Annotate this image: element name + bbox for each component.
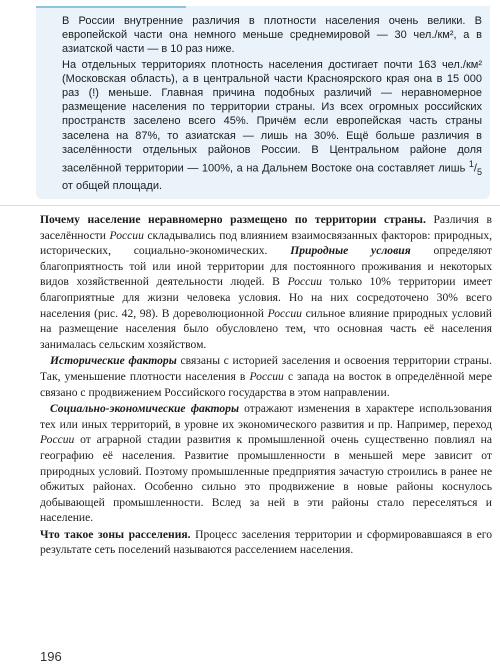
- section-heading-why-uneven: Почему население неравномерно размещено по территории страны.: [40, 213, 426, 226]
- main-text: [40, 212, 492, 558]
- paragraph-settlement-zones: Что такое зоны расселения. Процесс заселения территории и сформировавшаяся в его результате сеть поселений называются расселением населения.: [40, 527, 492, 557]
- info-box-accent-rule: [36, 6, 186, 8]
- term-socioeconomic-factors: Социально-экономические факторы: [50, 402, 240, 416]
- fraction-numerator: 1: [468, 159, 474, 170]
- term-natural-conditions: Природные условия: [290, 244, 411, 258]
- section-divider: [0, 205, 500, 206]
- fraction-slash: /: [473, 162, 477, 175]
- paragraph-historical-factors: Исторические факторы связаны с историей заселения и освоения территории страны. Так, уменьшение плотности населения в России с запада на восток в определённой мере связано с продвижением Российского государства в этом направлении.: [40, 354, 492, 399]
- info-box-text: [62, 14, 482, 194]
- paragraph-why-uneven: Почему население неравномерно размещено по территории страны. Различия в заселённости России складывались под влиянием взаимосвязанных факторов: природных, исторических, социально-экономических. Природные условия определяют благоприятность той или иной территории для постоянного проживания и некоторых видов хозяйственной деятельности людей. В России только 10% территории имеет благоприятные для жизни человека условия. Но на них сосредоточено 30% всего населения (рис. 42, 98). В дореволюционной России сильное влияние природных условий на размещение населения было обусловлено тем, что основная часть её населения занималась сельским хозяйством.: [40, 213, 493, 351]
- info-box-paragraph-1: В России внутренние различия в плотности населения очень велики. В европейской части она немного меньше среднемировой — 30 чел./км², а в азиатской части — в 10 раз ниже.: [62, 15, 482, 56]
- paragraph-socioeconomic-factors: Социально-экономические факторы отражают изменения в характере использования тех или иных территорий, в уровне их экономического развития и пр. Например, переход России от аграрной стадии развития к промышленной очень существенно повлиял на географию её населения. Развитие промышленности в меньшей мере зависит от природных условий. Поэтому промышленные предприятия зачастую строились в ранее не обжитых районах. Особенно сильно это продвижение в новые районы коснулось добывающей промышленности. Вслед за ней в эти районы стало переселяться и население.: [40, 402, 492, 525]
- term-historical-factors: Исторические факторы: [50, 354, 177, 368]
- info-box-paragraph-2: На отдельных территориях плотность населения достигает почти 163 чел./км² (Московская область), а в центральной части Красноярского края она в 15 000 раз (!) меньше. Главная причина подобных различий — неравномерное размещение населения по территории страны. Из всех огромных российских пространств заселено всего 45%. Причём если европейская часть страны заселена на 87%, то азиатская — лишь на 30%. Ещё больше различия в заселённости отдельных районов России. В Центральном районе доля заселённой территории — 100%, а на Дальнем Востоке она составляет лишь $^1/_5$ от общей площади.: [62, 58, 482, 193]
- fraction-denominator: 5: [476, 166, 482, 177]
- page-number: 196: [40, 649, 62, 664]
- section-heading-settlement-zones: Что такое зоны расселения.: [40, 527, 191, 541]
